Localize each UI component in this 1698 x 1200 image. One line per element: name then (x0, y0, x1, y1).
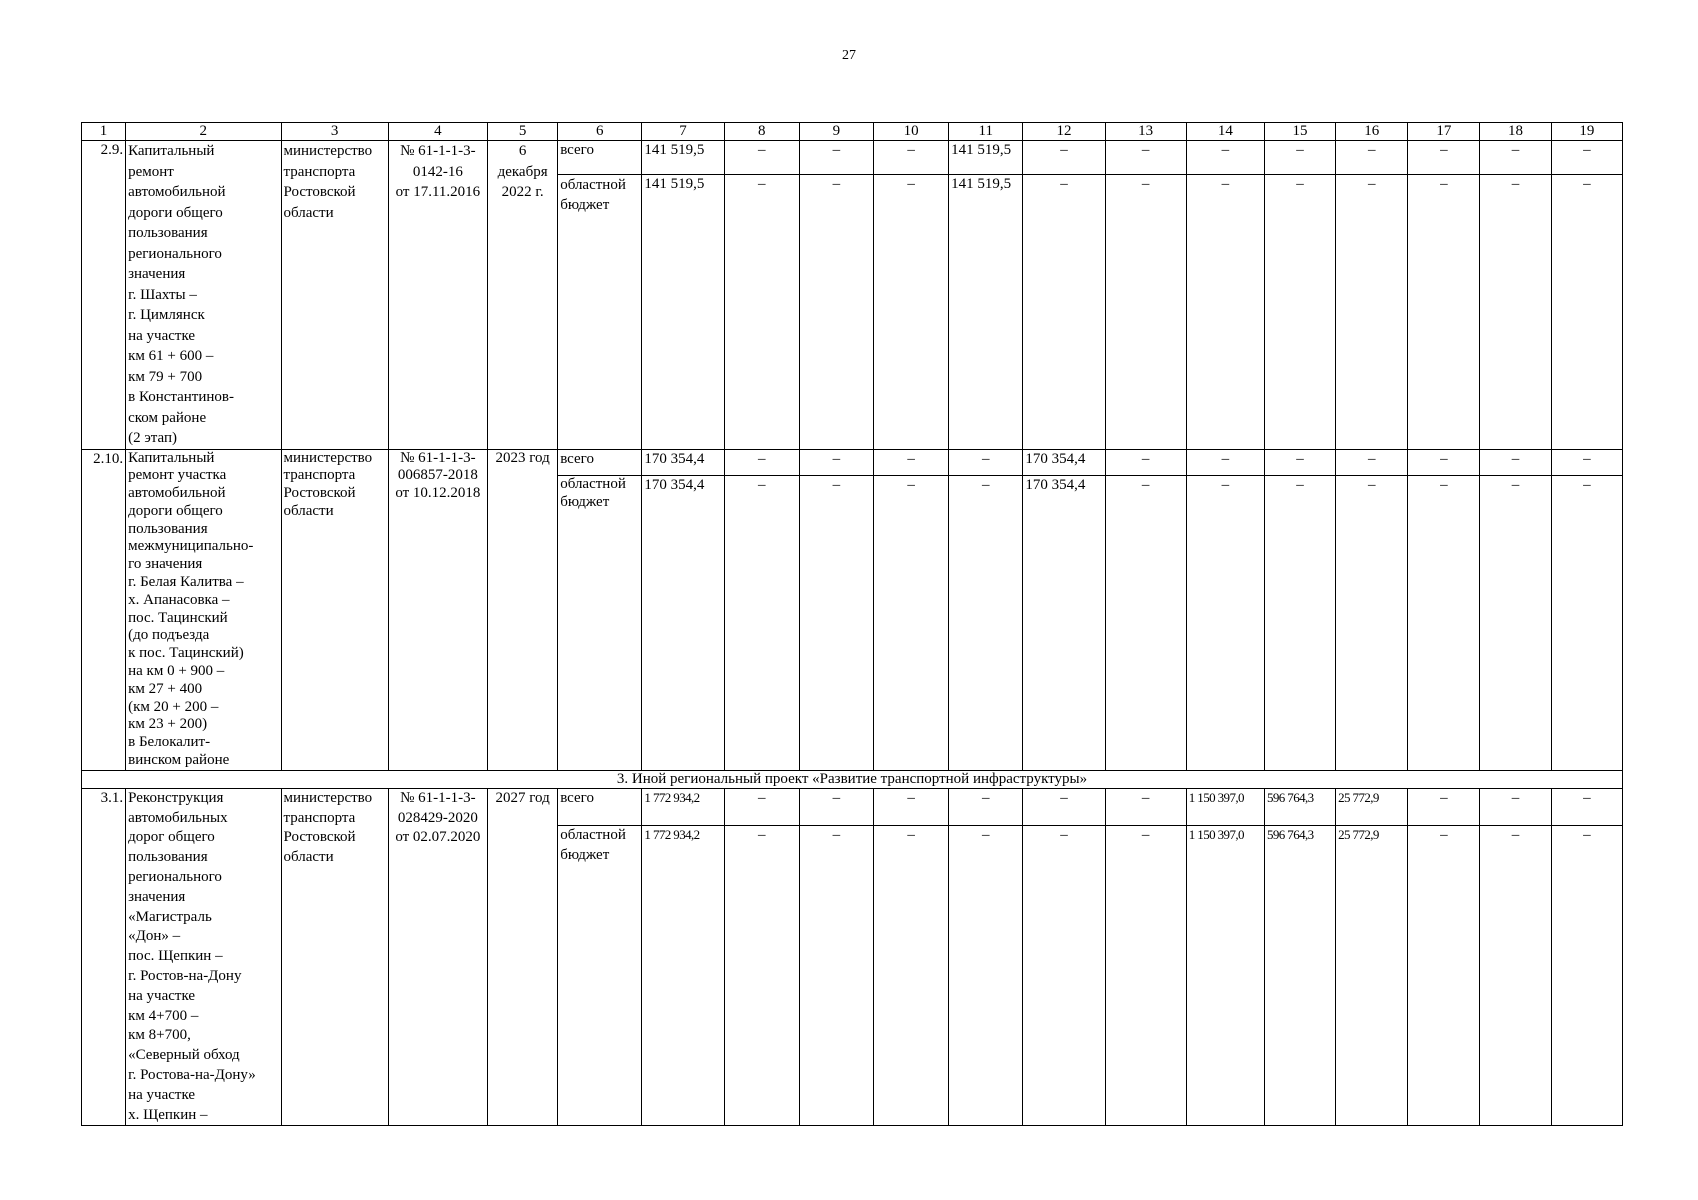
value-cell-col-8: – (724, 174, 799, 449)
value-cell-col-9: – (799, 449, 873, 475)
value-cell-col-9: – (799, 788, 873, 826)
object-name: Капитальный ремонт участка автомобильной дороги общего пользования межмуниципально- го значения г. Белая Калитва – х. Апанасовка – пос. Тацинский (до подъезда к пос. Тацинский) на км 0 + 900 – км 27 + 400 (км 20 + 200 – км 23 + 200) в Белокалит- винском районе (126, 449, 281, 770)
value-cell-col-10: – (873, 475, 948, 770)
value-cell-col-7: 170 354,4 (642, 449, 724, 475)
value-cell-col-16: – (1336, 174, 1408, 449)
budget-table (81, 122, 1623, 1126)
value-cell-col-19: – (1551, 449, 1622, 475)
value-cell-col-11: – (949, 826, 1023, 1126)
funding-source-regional-budget: областной бюджет (558, 174, 642, 449)
completion-date: 2023 год (488, 449, 558, 770)
column-number-7: 7 (642, 123, 724, 141)
value-cell-col-19: – (1551, 475, 1622, 770)
value-cell-col-8: – (724, 788, 799, 826)
value-cell-col-9: – (799, 141, 873, 175)
row-number: 2.9. (82, 141, 126, 450)
value-cell-col-10: – (873, 174, 948, 449)
section-header-row (82, 770, 1623, 788)
value-cell-col-10: – (873, 449, 948, 475)
document-reference: № 61-1-1-3- 006857-2018 от 10.12.2018 (388, 449, 487, 770)
value-cell-col-8: – (724, 475, 799, 770)
completion-date: 2027 год (488, 788, 558, 1126)
value-cell-col-11: 141 519,5 (949, 174, 1023, 449)
value-cell-col-14: – (1186, 475, 1264, 770)
column-number-16: 16 (1336, 123, 1408, 141)
document-reference: № 61-1-1-3- 028429-2020 от 02.07.2020 (388, 788, 487, 1126)
column-number-11: 11 (949, 123, 1023, 141)
row-number: 2.10. (82, 449, 126, 770)
funding-source-total: всего (558, 788, 642, 826)
column-number-10: 10 (873, 123, 948, 141)
column-number-5: 5 (488, 123, 558, 141)
value-cell-col-17: – (1408, 449, 1480, 475)
value-cell-col-7: 170 354,4 (642, 475, 724, 770)
value-cell-col-13: – (1105, 174, 1186, 449)
value-cell-col-14: 1 150 397,0 (1186, 826, 1264, 1126)
value-cell-col-14: – (1186, 141, 1264, 175)
value-cell-col-12: 170 354,4 (1023, 449, 1105, 475)
completion-date: 6 декабря 2022 г. (488, 141, 558, 450)
funding-source-regional-budget: областной бюджет (558, 826, 642, 1126)
value-cell-col-17: – (1408, 475, 1480, 770)
value-cell-col-15: – (1264, 449, 1335, 475)
value-cell-col-14: 1 150 397,0 (1186, 788, 1264, 826)
value-cell-col-7: 141 519,5 (642, 141, 724, 175)
value-cell-col-9: – (799, 826, 873, 1126)
value-cell-col-11: – (949, 788, 1023, 826)
document-reference: № 61-1-1-3- 0142-16 от 17.11.2016 (388, 141, 487, 450)
value-cell-col-11: 141 519,5 (949, 141, 1023, 175)
column-number-12: 12 (1023, 123, 1105, 141)
value-cell-col-13: – (1105, 449, 1186, 475)
section-title: 3. Иной региональный проект «Развитие транспортной инфраструктуры» (82, 770, 1623, 788)
value-cell-col-9: – (799, 174, 873, 449)
value-cell-col-15: – (1264, 174, 1335, 449)
column-number-14: 14 (1186, 123, 1264, 141)
column-number-17: 17 (1408, 123, 1480, 141)
value-cell-col-15: 596 764,3 (1264, 788, 1335, 826)
value-cell-col-11: – (949, 475, 1023, 770)
column-number-4: 4 (388, 123, 487, 141)
funding-source-total: всего (558, 449, 642, 475)
funding-source-total: всего (558, 141, 642, 175)
value-cell-col-16: 25 772,9 (1336, 826, 1408, 1126)
column-number-2: 2 (126, 123, 281, 141)
value-cell-col-7: 141 519,5 (642, 174, 724, 449)
responsible-organization: министерство транспорта Ростовской области (281, 449, 388, 770)
value-cell-col-16: – (1336, 475, 1408, 770)
value-cell-col-12: 170 354,4 (1023, 475, 1105, 770)
value-cell-col-10: – (873, 826, 948, 1126)
value-cell-col-8: – (724, 826, 799, 1126)
value-cell-col-7: 1 772 934,2 (642, 788, 724, 826)
value-cell-col-15: 596 764,3 (1264, 826, 1335, 1126)
table-row (82, 788, 1623, 826)
value-cell-col-16: – (1336, 449, 1408, 475)
responsible-organization: министерство транспорта Ростовской области (281, 141, 388, 450)
value-cell-col-17: – (1408, 174, 1480, 449)
value-cell-col-10: – (873, 788, 948, 826)
column-number-3: 3 (281, 123, 388, 141)
value-cell-col-19: – (1551, 788, 1622, 826)
row-number: 3.1. (82, 788, 126, 1126)
value-cell-col-13: – (1105, 141, 1186, 175)
table-row (82, 141, 1623, 175)
column-number-1: 1 (82, 123, 126, 141)
value-cell-col-17: – (1408, 141, 1480, 175)
column-number-6: 6 (558, 123, 642, 141)
value-cell-col-18: – (1480, 141, 1551, 175)
value-cell-col-15: – (1264, 475, 1335, 770)
value-cell-col-12: – (1023, 174, 1105, 449)
value-cell-col-17: – (1408, 826, 1480, 1126)
value-cell-col-14: – (1186, 174, 1264, 449)
value-cell-col-16: – (1336, 141, 1408, 175)
value-cell-col-7: 1 772 934,2 (642, 826, 724, 1126)
object-name: Реконструкция автомобильных дорог общего пользования регионального значения «Магистраль «Дон» – пос. Щепкин – г. Ростов-на-Дону на участке км 4+700 – км 8+700, «Северный обход г. Ростова-на-Дону» на участке х. Щепкин – (126, 788, 281, 1126)
value-cell-col-18: – (1480, 174, 1551, 449)
column-number-18: 18 (1480, 123, 1551, 141)
value-cell-col-18: – (1480, 449, 1551, 475)
value-cell-col-19: – (1551, 141, 1622, 175)
value-cell-col-9: – (799, 475, 873, 770)
value-cell-col-14: – (1186, 449, 1264, 475)
value-cell-col-10: – (873, 141, 948, 175)
column-number-15: 15 (1264, 123, 1335, 141)
value-cell-col-12: – (1023, 788, 1105, 826)
value-cell-col-13: – (1105, 826, 1186, 1126)
value-cell-col-8: – (724, 141, 799, 175)
column-number-9: 9 (799, 123, 873, 141)
value-cell-col-8: – (724, 449, 799, 475)
value-cell-col-12: – (1023, 826, 1105, 1126)
value-cell-col-18: – (1480, 788, 1551, 826)
value-cell-col-16: 25 772,9 (1336, 788, 1408, 826)
column-number-19: 19 (1551, 123, 1622, 141)
page-number: 27 (842, 48, 856, 63)
value-cell-col-12: – (1023, 141, 1105, 175)
value-cell-col-11: – (949, 449, 1023, 475)
value-cell-col-13: – (1105, 788, 1186, 826)
value-cell-col-18: – (1480, 826, 1551, 1126)
column-number-header-row (82, 123, 1623, 141)
funding-source-regional-budget: областной бюджет (558, 475, 642, 770)
column-number-8: 8 (724, 123, 799, 141)
value-cell-col-19: – (1551, 826, 1622, 1126)
object-name: Капитальный ремонт автомобильной дороги общего пользования регионального значения г. Шахты – г. Цимлянск на участке км 61 + 600 – км 79 + 700 в Константинов- ском районе (2 этап) (126, 141, 281, 450)
value-cell-col-19: – (1551, 174, 1622, 449)
table-row (82, 449, 1623, 475)
value-cell-col-15: – (1264, 141, 1335, 175)
value-cell-col-18: – (1480, 475, 1551, 770)
column-number-13: 13 (1105, 123, 1186, 141)
responsible-organization: министерство транспорта Ростовской области (281, 788, 388, 1126)
value-cell-col-13: – (1105, 475, 1186, 770)
value-cell-col-17: – (1408, 788, 1480, 826)
